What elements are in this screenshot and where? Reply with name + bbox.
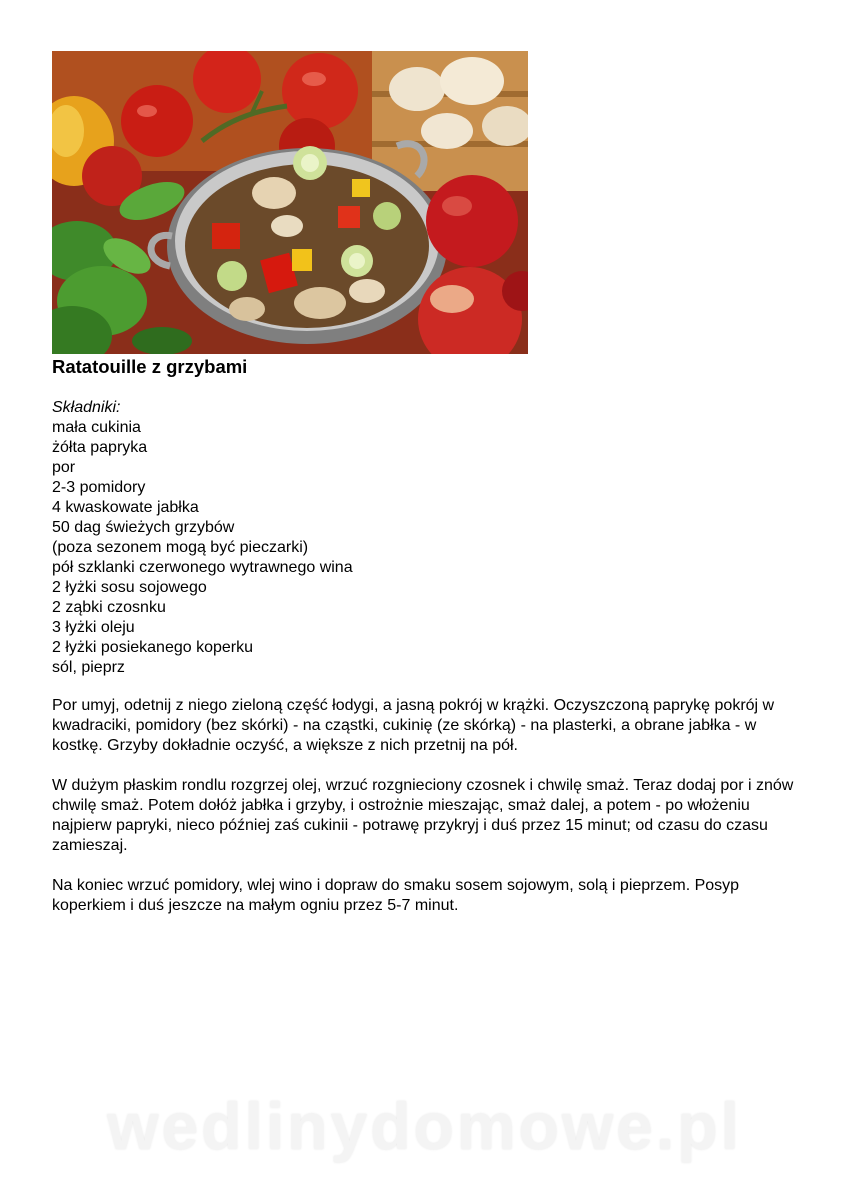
ingredient-item: żółta papryka [52,439,148,456]
recipe-title: Ratatouille z grzybami [52,356,248,377]
dish-photo [52,51,528,354]
ingredient-item: (poza sezonem mogą być pieczarki) [52,539,309,556]
ingredient-item: 2-3 pomidory [52,479,146,496]
preparation-step-2: W dużym płaskim rondlu rozgrzej olej, wrzuć rozgnieciony czosnek i chwilę smaż. Teraz dodaj por i znów chwilę smaż. Potem dołóż jabłka i grzyby, i ostrożnie mieszając, smaż dalej, a potem - po włożeniu najpierw papryki, nieco później zaś cukinii - potrawę przykryj i duś przez 15 minut; od czasu do czasu zamieszaj. [52,777,794,854]
ingredient-item: sól, pieprz [52,659,125,676]
ingredients-list [52,418,353,678]
ingredient-item: 2 łyżki posiekanego koperku [52,639,254,656]
preparation-step-3: Na koniec wrzuć pomidory, wlej wino i dopraw do smaku sosem sojowym, solą i pieprzem. Posyp koperkiem i duś jeszcze na małym ogniu przez 5-7 minut. [52,877,740,914]
site-watermark: wedlinydomowe.pl [107,1089,742,1163]
ingredient-item: mała cukinia [52,419,141,436]
ingredient-item: 50 dag świeżych grzybów [52,519,235,536]
ingredient-item: 2 łyżki sosu sojowego [52,579,207,596]
ingredient-item: por [52,459,76,476]
ingredient-item: 2 ząbki czosnku [52,599,166,616]
ingredient-item: 4 kwaskowate jabłka [52,499,199,516]
ingredient-item: pół szklanki czerwonego wytrawnego wina [52,559,353,576]
ingredient-item: 3 łyżki oleju [52,619,135,636]
ingredients-heading: Składniki: [52,399,121,416]
preparation-step-1: Por umyj, odetnij z niego zieloną część łodygi, a jasną pokrój w krążki. Oczyszczoną paprykę pokrój w kwadraciki, pomidory (bez skórki) - na cząstki, cukinię (ze skórką) - na plasterki, a obrane jabłka - w kostkę. Grzyby dokładnie oczyść, a większe z nich przetnij na pół. [52,697,775,754]
